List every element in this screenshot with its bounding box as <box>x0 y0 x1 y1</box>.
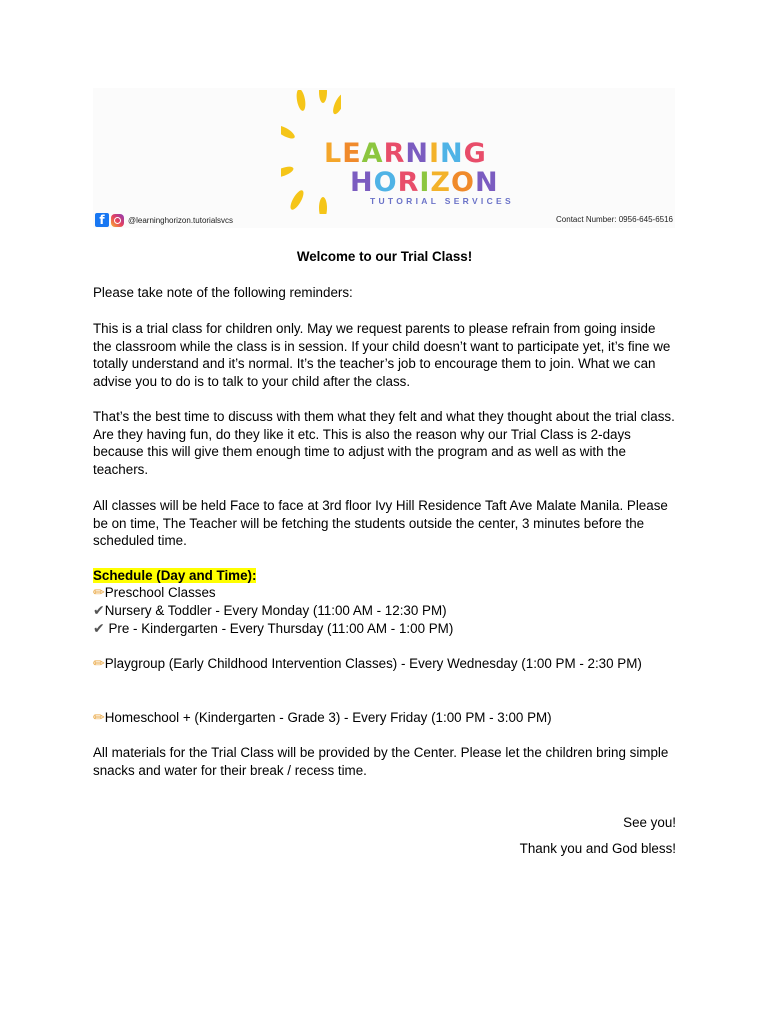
logo-title-line1 <box>324 138 487 169</box>
check-icon: ✔ <box>93 621 105 637</box>
logo-line2-letter: O <box>450 167 475 198</box>
paragraph-materials: All materials for the Trial Class will be provided by the Center. Please let the children bring simple snacks and water for their break / recess time. <box>93 745 669 778</box>
logo-line1-letter: E <box>342 138 362 169</box>
logo-line1-letter: I <box>428 138 441 169</box>
logo-line2-letter: O <box>373 167 398 198</box>
schedule-heading-label: Schedule (Day and Time): <box>93 568 257 583</box>
closing-see-you: See you! <box>623 815 676 830</box>
sun-ray <box>319 90 327 103</box>
pencil-icon: ✏ <box>93 710 105 726</box>
contact-number: Contact Number: 0956-645-6516 <box>556 215 673 224</box>
schedule-preschool-label: Preschool Classes <box>104 585 216 600</box>
logo-title-line2 <box>350 167 499 198</box>
sun-ray <box>331 92 341 115</box>
logo-line2-letter: H <box>350 167 374 198</box>
logo-line2-letter: Z <box>430 167 451 198</box>
schedule-item-nursery <box>93 602 676 621</box>
logo-line2-letter: R <box>397 167 420 198</box>
social-handle: @learninghorizon.tutorialsvcs <box>128 215 234 225</box>
schedule-item-preschool <box>93 584 676 603</box>
schedule-prek-label: Pre - Kindergarten - Every Thursday (11:00 AM - 1:00 PM) <box>104 621 454 636</box>
paragraph-best-time: That’s the best time to discuss with them what they felt and what they thought about the trial class. Are they having fun, do they like it etc. This is also the reason why our Trial Class is 2-days because this will give them enough time to adjust with the program and as well as with the teachers. <box>93 409 675 477</box>
intro-text: Please take note of the following reminders: <box>93 285 353 300</box>
closing-thanks: Thank you and God bless! <box>519 841 676 856</box>
logo-line2-letter: N <box>474 167 499 198</box>
sun-ray <box>295 90 307 112</box>
logo-line1-letter: G <box>463 138 487 169</box>
pencil-icon: ✏ <box>93 656 105 672</box>
facebook-icon[interactable]: f <box>95 213 109 227</box>
check-icon: ✔ <box>93 603 105 619</box>
schedule-heading <box>93 567 676 585</box>
social-links <box>95 212 233 228</box>
logo-line1-letter: A <box>361 138 384 169</box>
schedule-item-playgroup <box>93 655 676 674</box>
paragraph-trial-class: This is a trial class for children only. May we request parents to please refrain from going inside the classroom while the class is in session. If your child doesn’t want to participate yet, it’s fine we totally understand and it’s normal. It’s the teacher’s job to encourage them to join. What we can advise you to do is to talk to your child after the class. <box>93 321 671 389</box>
schedule-item-homeschool <box>93 709 676 728</box>
sun-ray <box>288 188 306 211</box>
logo-line2-letter: I <box>419 167 431 198</box>
pencil-icon: ✏ <box>93 585 105 601</box>
page-title: Welcome to our Trial Class! <box>296 249 473 264</box>
schedule-nursery-label: Nursery & Toddler - Every Monday (11:00 AM - 12:30 PM) <box>104 603 447 618</box>
paragraph-location: All classes will be held Face to face at 3rd floor Ivy Hill Residence Taft Ave Malate Manila. Please be on time, The Teacher will be fetching the students outside the center, 3 minutes before the scheduled time. <box>93 498 668 548</box>
schedule-homeschool-label: Homeschool + (Kindergarten - Grade 3) - Every Friday (1:00 PM - 3:00 PM) <box>104 710 552 725</box>
sun-ray <box>319 197 327 214</box>
schedule-item-prek <box>93 620 676 639</box>
logo-line1-letter: N <box>405 138 429 169</box>
sun-ray <box>281 164 295 179</box>
header-banner <box>93 88 675 228</box>
sun-ray <box>281 123 297 141</box>
logo-subtitle: TUTORIAL SERVICES <box>370 196 514 206</box>
logo-line1-letter: L <box>324 138 343 169</box>
instagram-icon[interactable] <box>111 214 124 227</box>
logo-line1-letter: R <box>383 138 406 169</box>
schedule-playgroup-label: Playgroup (Early Childhood Intervention Classes) - Every Wednesday (1:00 PM - 2:30 PM) <box>104 656 642 671</box>
logo-line1-letter: N <box>440 138 464 169</box>
